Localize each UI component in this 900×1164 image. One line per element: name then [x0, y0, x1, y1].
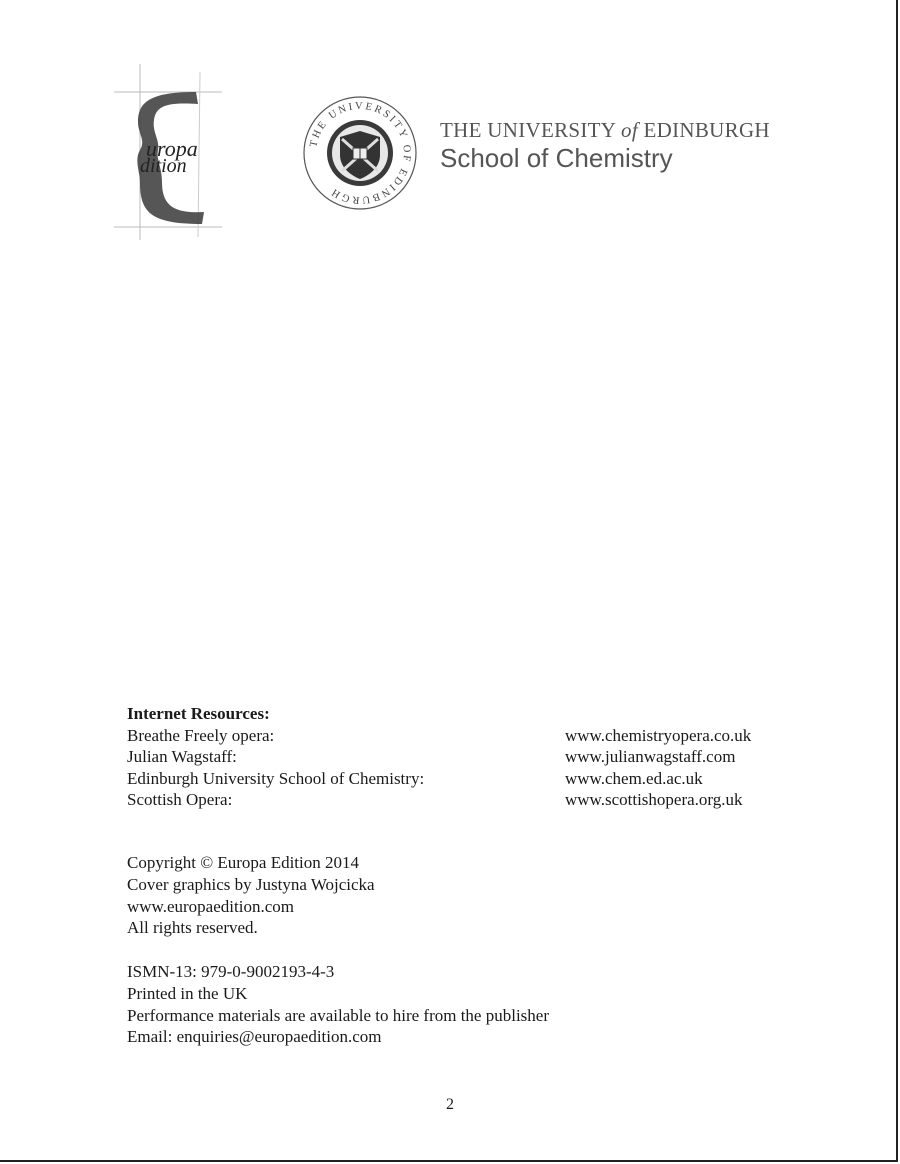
credits-line: Cover graphics by Justyna Wojcicka: [127, 874, 375, 894]
university-title-of: of: [621, 118, 638, 142]
printed-line: Printed in the UK: [127, 983, 248, 1003]
europa-logo-text-2: dition: [140, 155, 187, 177]
resource-label: Scottish Opera:: [127, 790, 233, 809]
university-title-pre: THE UNIVERSITY: [440, 118, 622, 142]
europa-edition-logo: [110, 62, 230, 242]
university-title: [440, 118, 770, 143]
email-line[interactable]: Email: enquiries@europaedition.com: [127, 1027, 382, 1047]
rights-line: All rights reserved.: [127, 918, 258, 938]
university-seal: [302, 95, 418, 211]
resource-row: [127, 746, 787, 768]
seal-text: THE UNIVERSITY OF EDINBURGH: [308, 100, 413, 206]
resource-url[interactable]: www.chem.ed.ac.uk: [565, 768, 703, 788]
copyright-block: [127, 852, 375, 939]
internet-resources: [127, 703, 787, 811]
resource-row: [127, 789, 787, 811]
resources-heading: Internet Resources:: [127, 704, 270, 723]
resource-url[interactable]: www.chemistryopera.co.uk: [565, 725, 752, 745]
page-number: 2: [446, 1096, 454, 1113]
school-name: School of Chemistry: [440, 143, 673, 173]
copyright-line: Copyright © Europa Edition 2014: [127, 853, 360, 872]
performance-line: Performance materials are available to hire from the publisher: [127, 1005, 549, 1025]
publication-block: [127, 961, 549, 1048]
europa-logo-text-1: uropa: [146, 136, 198, 161]
resource-row: [127, 725, 787, 747]
university-title-post: EDINBURGH: [637, 118, 770, 142]
publisher-website[interactable]: www.europaedition.com: [127, 896, 294, 916]
resource-url[interactable]: www.scottishopera.org.uk: [565, 790, 743, 809]
resource-label: Edinburgh University School of Chemistry:: [127, 768, 425, 788]
ismn-line: ISMN-13: 979-0-9002193-4-3: [127, 962, 335, 981]
resource-label: Julian Wagstaff:: [127, 747, 237, 766]
resource-url[interactable]: www.julianwagstaff.com: [565, 747, 736, 766]
resource-label: Breathe Freely opera:: [127, 725, 275, 745]
resource-row: [127, 768, 787, 790]
